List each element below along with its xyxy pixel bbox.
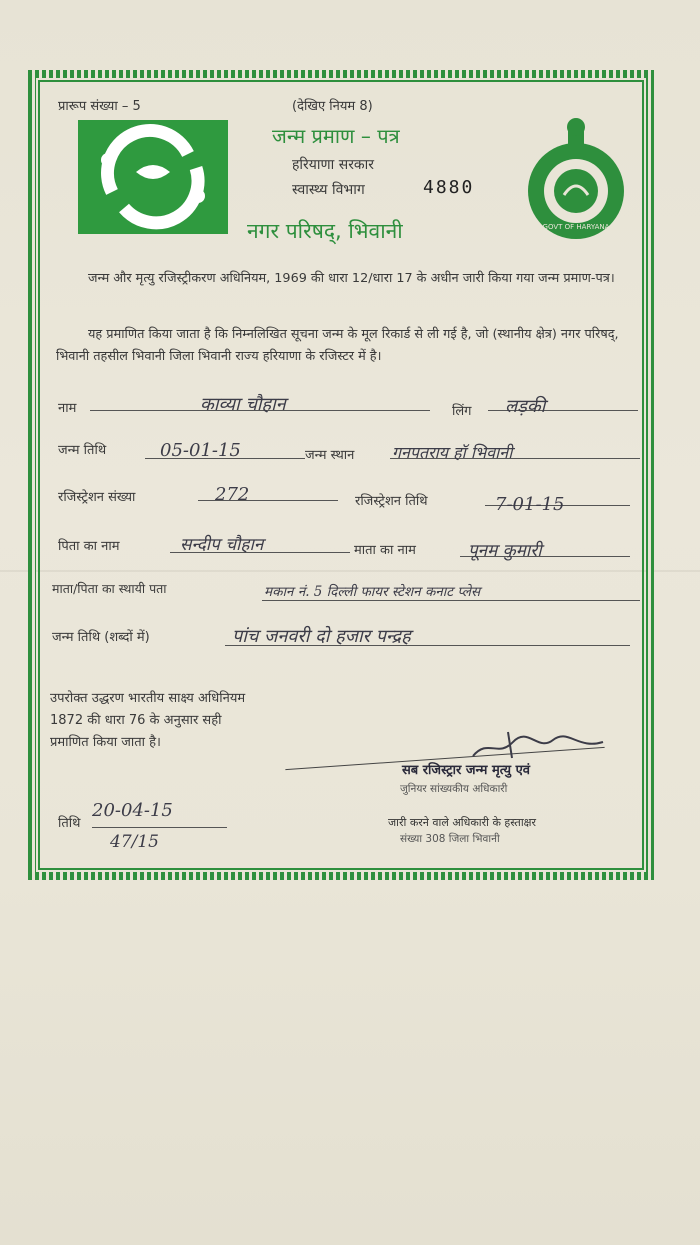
father-value: सन्दीप चौहान — [180, 535, 264, 555]
dob-words-value: पांच जनवरी दो हजार पन्द्रह — [232, 626, 411, 647]
certificate-number: 4880 — [423, 177, 475, 198]
reg-date-value: 7-01-15 — [495, 494, 565, 515]
pob-label: जन्म स्थान — [305, 448, 355, 463]
department-name: स्वास्थ्य विभाग — [292, 182, 365, 198]
certification-paragraph: यह प्रमाणित किया जाता है कि निम्नलिखित सूचना जन्म के मूल रिकार्ड से ली गई है, जो (स्थानीय क्षेत्र) नगर परिषद्, भिवानी तहसील भिवानी जिला भिवानी राज्य हरियाणा के रजिस्टर में है। — [56, 327, 619, 364]
signatory-subtitle: जुनियर सांख्यकीय अधिकारी — [400, 783, 508, 795]
mother-label: माता का नाम — [354, 543, 416, 558]
municipal-logo — [78, 120, 228, 234]
dob-value: 05-01-15 — [160, 440, 241, 461]
dob-words-label: जन्म तिथि (शब्दों में) — [52, 630, 150, 645]
form-number: प्रारूप संख्या – 5 — [58, 99, 141, 114]
father-label: पिता का नाम — [58, 539, 120, 554]
name-label: नाम — [58, 401, 77, 416]
signatory-title: सब रजिस्ट्रार जन्म मृत्यु एवं — [402, 763, 530, 778]
certificate-title: जन्म प्रमाण – पत्र — [272, 124, 400, 148]
address-value: मकान नं. 5 दिल्ली फायर स्टेशन कनाट प्लेस — [264, 584, 481, 600]
date-label: तिथि — [58, 816, 81, 831]
issue-date-note: 47/15 — [110, 832, 159, 852]
pob-value: गनपतराय हॉ भिवानी — [392, 443, 513, 462]
reg-date-label: रजिस्ट्रेशन तिथि — [355, 494, 428, 509]
act-paragraph: जन्म और मृत्यु रजिस्ट्रीकरण अधिनियम, 1969 की धारा 12/धारा 17 के अधीन जारी किया गया जन्म प्रमाण-पत्र। — [88, 271, 615, 286]
issuer-signature-label: जारी करने वाले अधिकारी के हस्ताक्षर — [388, 816, 537, 829]
office-name: नगर परिषद्, भिवानी — [247, 219, 403, 243]
haryana-emblem-icon — [524, 117, 628, 242]
reg-no-label: रजिस्ट्रेशन संख्या — [58, 490, 136, 505]
address-label: माता/पिता का स्थायी पता — [52, 581, 167, 596]
issue-date: 20-04-15 — [92, 800, 173, 821]
attestation-text: उपरोक्त उद्धरण भारतीय साक्ष्य अधिनियम 1872 की धारा 76 के अनुसार सही प्रमाणित किया जाता है। — [50, 691, 246, 750]
reg-no-value: 272 — [215, 484, 250, 505]
government-name: हरियाणा सरकार — [292, 157, 375, 173]
gender-value: लड़की — [505, 396, 546, 417]
name-value: काव्या चौहान — [200, 394, 286, 415]
rule-reference: (देखिए नियम 8) — [292, 99, 373, 114]
mother-value: पूनम कुमारी — [468, 541, 542, 561]
svg-text:GOVT OF HARYANA: GOVT OF HARYANA — [542, 223, 610, 231]
gender-label: लिंग — [452, 404, 472, 419]
stamp-text: संख्या 308 जिला भिवानी — [400, 833, 500, 845]
dob-label: जन्म तिथि — [58, 443, 107, 458]
